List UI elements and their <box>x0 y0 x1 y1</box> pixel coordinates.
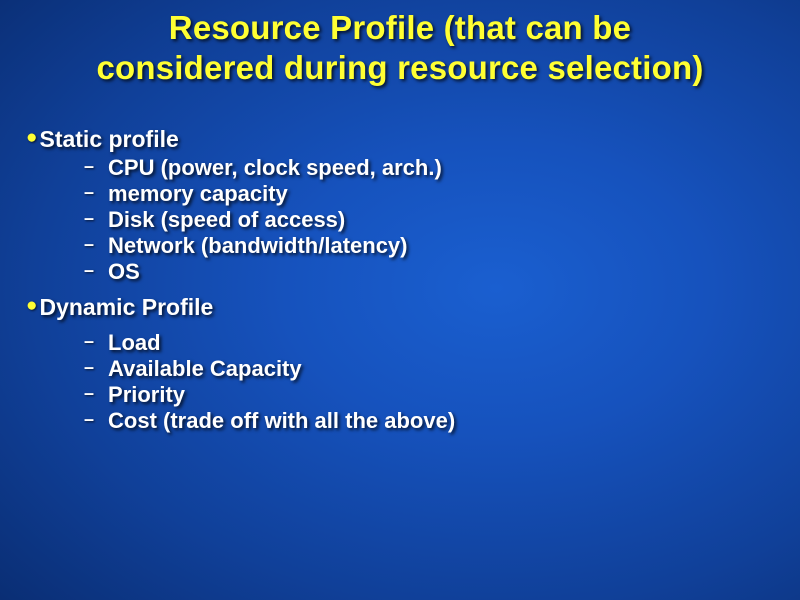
list-item-label: Network (bandwidth/latency) <box>108 233 408 258</box>
page-title <box>28 8 772 89</box>
list-item-label: Cost (trade off with all the above) <box>108 408 456 433</box>
dash-icon: – <box>84 409 95 429</box>
dash-icon: – <box>84 357 95 377</box>
section-static-profile <box>26 128 780 283</box>
slide-body <box>26 128 780 436</box>
list-item <box>84 410 780 432</box>
section-heading-label: Dynamic Profile <box>39 294 214 320</box>
section-heading <box>26 128 780 151</box>
list-item <box>84 157 780 179</box>
list-item-label: memory capacity <box>108 181 288 206</box>
bullet-icon: ● <box>26 295 38 316</box>
dash-icon: – <box>84 331 95 351</box>
section-heading-label: Static profile <box>39 126 179 152</box>
dash-icon: – <box>84 383 95 403</box>
dash-icon: – <box>84 208 95 228</box>
dash-icon: – <box>84 234 95 254</box>
list-item <box>84 358 780 380</box>
list-item-label: CPU (power, clock speed, arch.) <box>108 155 442 180</box>
section-heading <box>26 296 780 319</box>
list-item-label: OS <box>108 259 140 284</box>
list-item <box>84 261 780 283</box>
list-item <box>84 235 780 257</box>
list-item <box>84 209 780 231</box>
list-item <box>84 183 780 205</box>
list-item <box>84 384 780 406</box>
list-item-label: Priority <box>108 382 186 407</box>
list-item <box>84 332 780 354</box>
title-line-1: Resource Profile (that can be <box>168 9 632 46</box>
dash-icon: – <box>84 182 95 202</box>
dash-icon: – <box>84 260 95 280</box>
section-dynamic-profile <box>26 296 780 432</box>
dash-icon: – <box>84 156 95 176</box>
list-item-label: Available Capacity <box>108 356 302 381</box>
list-item-label: Load <box>108 330 161 355</box>
title-line-2: considered during resource selection) <box>96 49 704 87</box>
bullet-icon: ● <box>26 127 38 148</box>
list-item-label: Disk (speed of access) <box>108 207 346 232</box>
